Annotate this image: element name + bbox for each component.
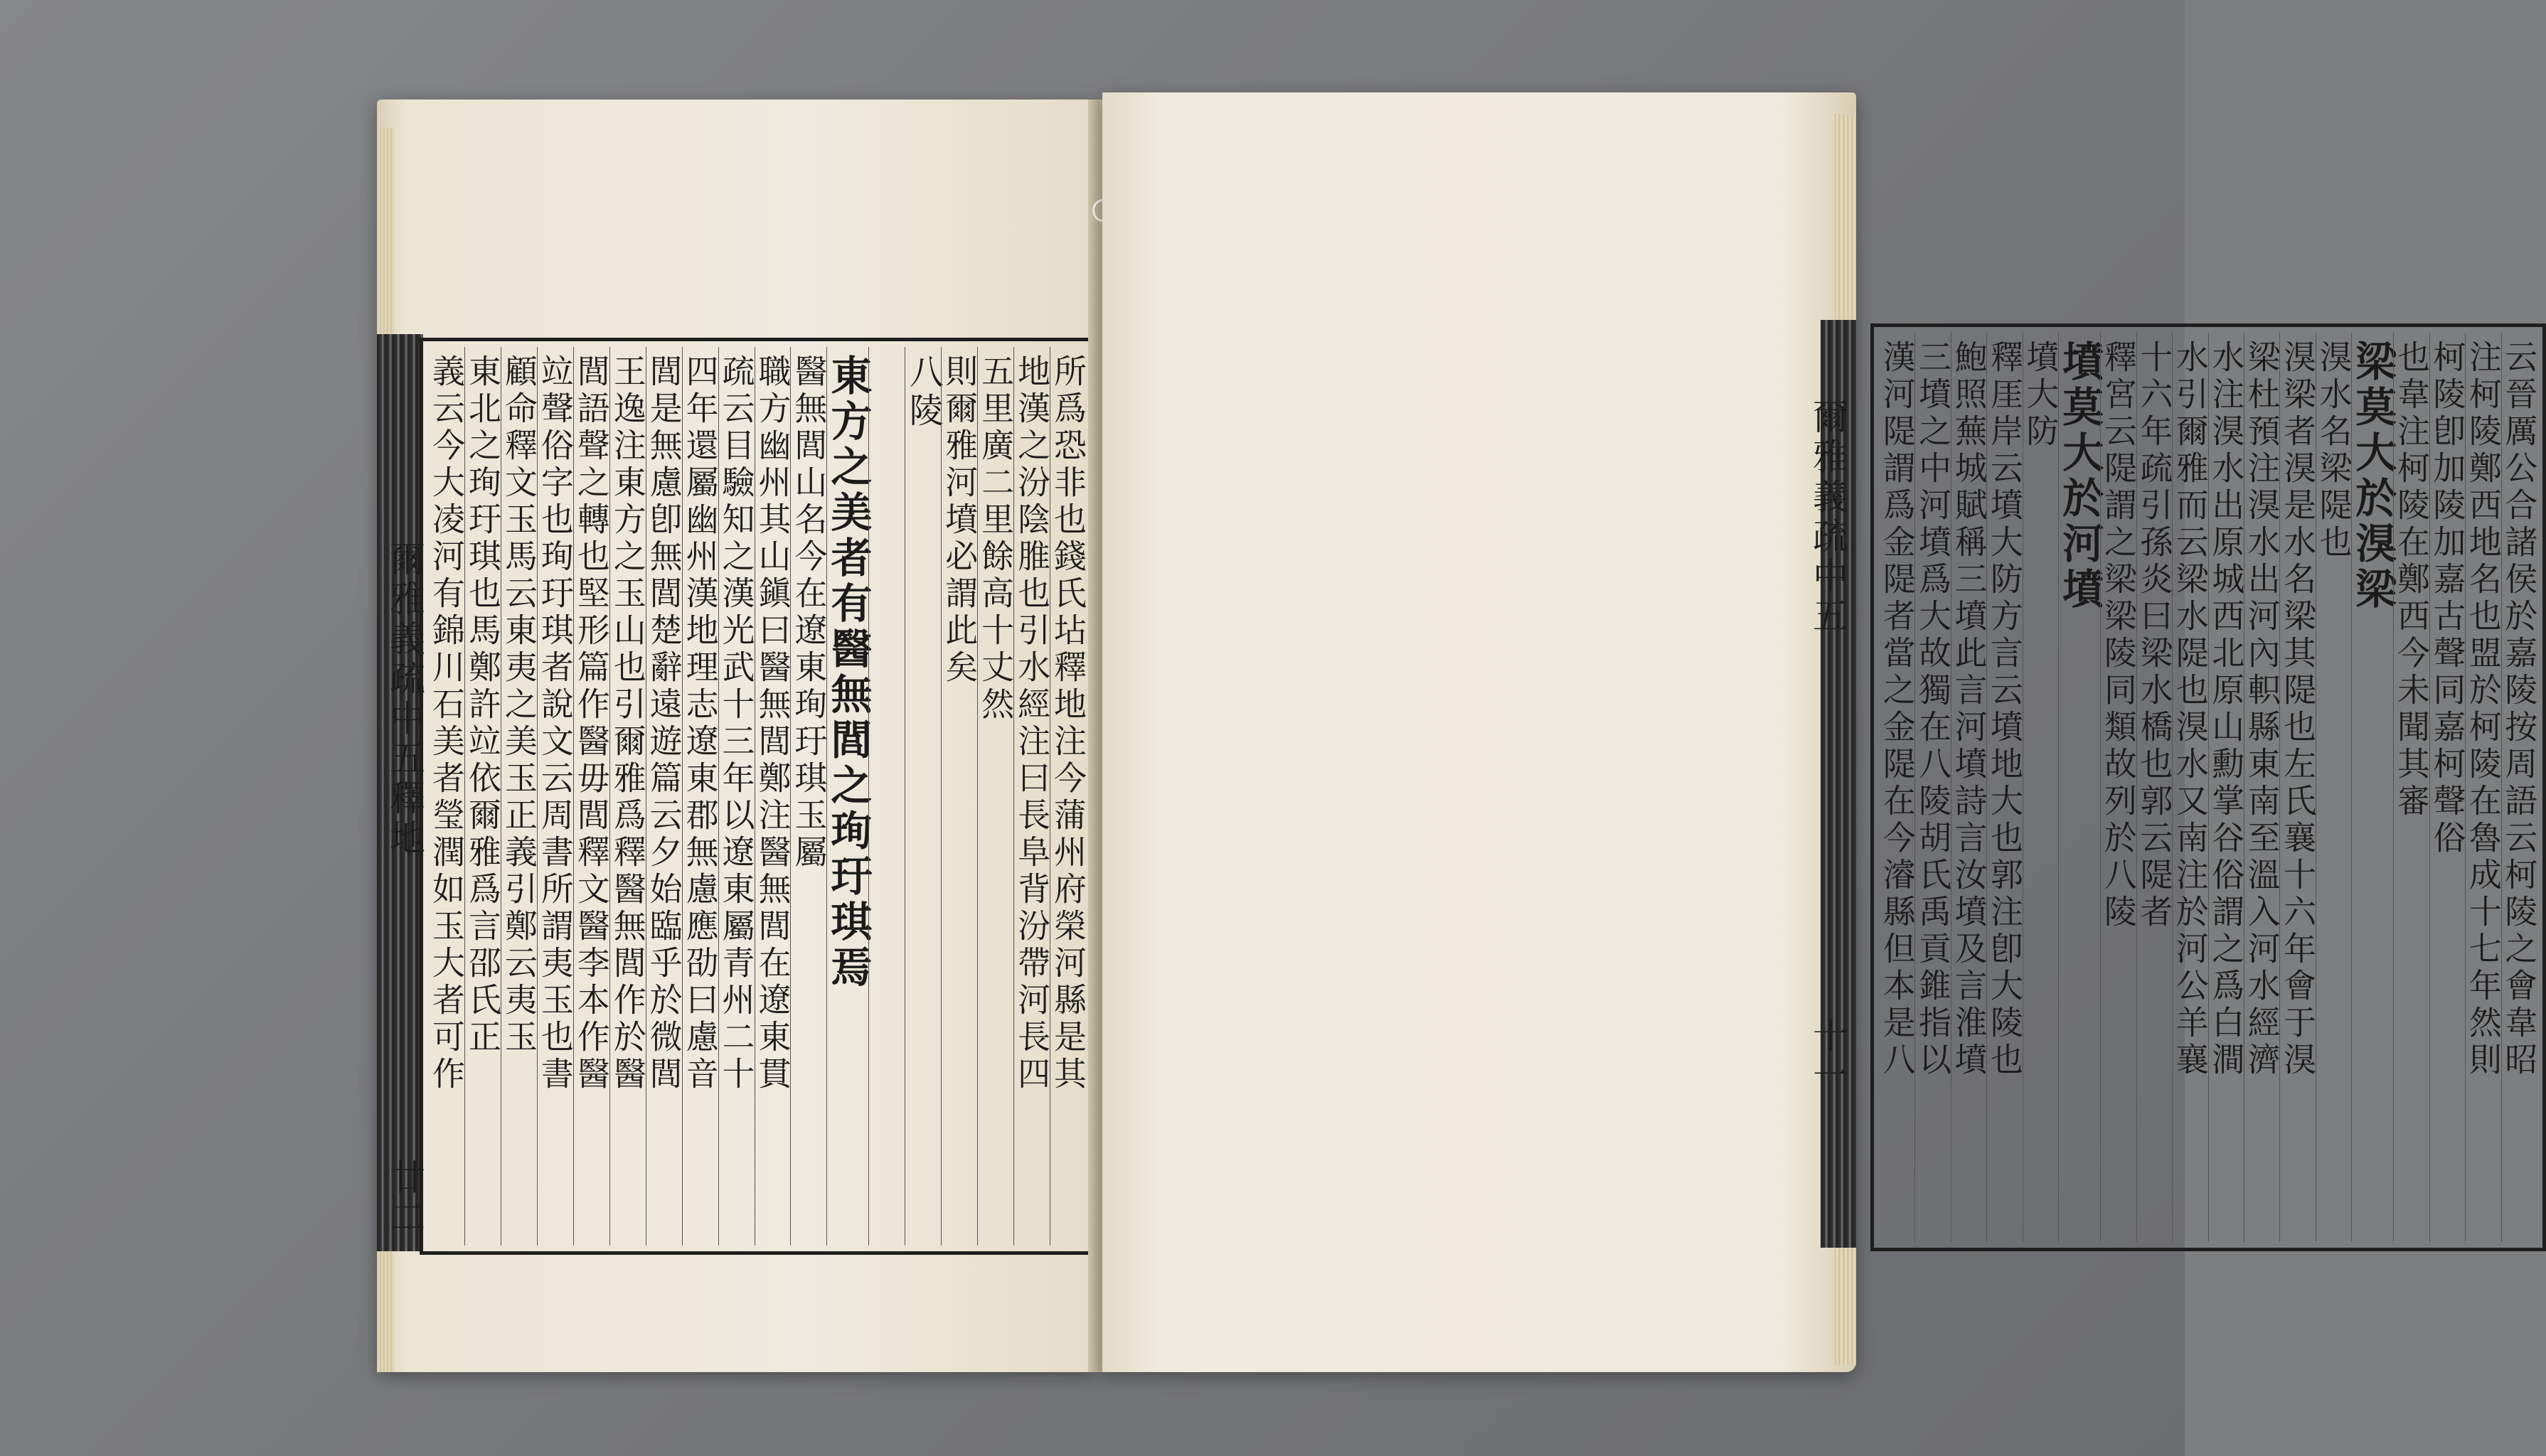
left-folio: 廿二 <box>384 1159 425 1238</box>
left-text-column <box>976 347 1016 1246</box>
right-text-column <box>2136 333 2172 1242</box>
column-text: 閭是無慮卽無閭楚辭遠遊篇云夕始臨乎於微閭 <box>644 354 683 1093</box>
column-text: 墳大防 <box>2021 340 2060 451</box>
column-text: 水引爾雅而云梁水隄也湨水又南注於河公羊襄 <box>2171 340 2210 1079</box>
left-text-column <box>537 347 573 1246</box>
column-text: 王逸注東方之玉山也引爾雅爲釋醫無閭作於醫 <box>608 354 647 1093</box>
column-text: 鮑照蕪城賦稱三墳此言河墳詩言汝墳及言淮墳 <box>1949 340 1988 1079</box>
column-text: 湨梁者湨是水名梁其隄也左氏襄十六年會于湨 <box>2279 340 2318 1079</box>
left-text-column <box>1013 347 1050 1246</box>
column-text: 注柯陵鄭西地名也盟於柯陵在魯成十七年然則 <box>2464 340 2503 1079</box>
column-text: 墳莫大於河墳 <box>2055 340 2104 613</box>
right-text-column <box>2171 333 2210 1242</box>
column-text: 所爲恐非也錢氏坫釋地注今蒲州府榮河縣是其 <box>1049 354 1088 1093</box>
column-text: 釋宮云隄謂之梁梁陵同類故列於八陵 <box>2099 340 2138 931</box>
left-text-column <box>755 347 791 1246</box>
column-text: 水注湨水出原城西北原山勳掌谷俗謂之爲白澗 <box>2207 340 2246 1079</box>
right-text-column <box>2464 333 2503 1242</box>
column-text: 云晉厲公合諸侯於嘉陵按周語云柯陵之會韋昭 <box>2500 340 2539 1079</box>
right-folio: 十一 <box>1807 1017 1848 1096</box>
right-text-column <box>2244 333 2279 1242</box>
left-text-column <box>903 347 944 1246</box>
left-text-column <box>464 347 501 1246</box>
column-text: 醫無閭山名今在遼東珣玗琪玉屬 <box>789 354 829 872</box>
right-text-frame <box>1870 323 2546 1251</box>
left-text-column <box>868 347 905 1246</box>
column-text: 梁杜預注湨水出河內軹縣東南至溫入河水經濟 <box>2242 340 2281 1079</box>
left-text-frame <box>420 338 1095 1255</box>
column-text: 東北之珣玗琪也馬鄭許竝依爾雅爲言邵氏正 <box>463 354 502 1056</box>
right-text-column <box>2279 333 2318 1242</box>
column-text: 八陵 <box>903 354 944 431</box>
left-text-column <box>646 347 682 1246</box>
open-book <box>370 85 2539 1386</box>
right-text-column <box>1951 333 1986 1242</box>
left-text-column <box>941 347 977 1246</box>
right-text-column <box>2023 333 2058 1242</box>
column-text: 漢河隄謂爲金隄者當之金隄在今濬縣但本是八 <box>1877 340 1917 1079</box>
column-text: 疏云目驗知之漢光武十三年以遼東屬青州二十 <box>717 354 756 1093</box>
column-text: 則爾雅河墳必謂此矣 <box>940 354 979 687</box>
column-text: 釋厓岸云墳大防方言云墳地大也郭注卽大陵也 <box>1986 340 2025 1079</box>
column-text: 十六年疏引孫炎曰梁水橋也郭云隄者 <box>2135 340 2174 931</box>
left-text-column <box>789 347 829 1246</box>
left-text-column <box>427 347 467 1246</box>
right-text-column <box>1914 333 1953 1242</box>
right-text-column <box>2100 333 2136 1242</box>
column-text: 義云今大凌河有錦川石美者瑩潤如玉大者可作 <box>427 354 467 1093</box>
right-margin-title: 爾雅義疏中五 <box>1807 398 1848 637</box>
right-text-column <box>2393 333 2429 1242</box>
left-columns <box>429 347 1086 1246</box>
left-text-column <box>501 347 537 1246</box>
right-page <box>1102 92 2539 1372</box>
column-text: 三墳之中河墳爲大故獨在八陵胡氏禹貢錐指以 <box>1914 340 1953 1079</box>
column-text: 湨水名梁隄也 <box>2314 340 2353 562</box>
right-text-column <box>2429 333 2465 1242</box>
column-text: 四年還屬幽州漢地理志遼東郡無慮應劭曰慮音 <box>681 354 720 1093</box>
column-text: 地漢之汾陰脽也引水經注曰長阜背汾帶河長四 <box>1013 354 1052 1093</box>
right-text-column <box>2348 333 2397 1242</box>
left-text-column <box>824 347 873 1246</box>
right-text-column <box>2501 333 2537 1242</box>
left-text-column <box>1050 347 1086 1246</box>
left-text-column <box>682 347 718 1246</box>
left-margin-title: 爾雅義疏中五釋地 <box>384 540 425 859</box>
right-text-column <box>2316 333 2351 1242</box>
right-margin-title-box <box>1803 398 1853 637</box>
column-text: 柯陵卽加陵加嘉古聲同嘉柯聲俗 <box>2428 340 2467 857</box>
column-text: 五里廣二里餘高十丈然 <box>976 354 1016 724</box>
column-text: 東方之美者有醫無閭之珣玗琪焉 <box>824 354 873 991</box>
column-text: 竝聲俗字也珣玗琪者說文云周書所謂夷玉也書 <box>536 354 575 1093</box>
right-text-column <box>1877 333 1917 1242</box>
column-text: 閭語聲之轉也堅形篇作醫毋閭釋文醫李本作醫 <box>572 354 611 1093</box>
right-text-column <box>1986 333 2025 1242</box>
column-text: 也韋注柯陵在鄭西今未聞其審 <box>2392 340 2431 820</box>
right-text-column <box>2208 333 2244 1242</box>
column-text: 顧命釋文玉馬云東夷之美玉正義引鄭云夷玉 <box>499 354 538 1056</box>
column-text: 職方幽州其山鎭曰醫無閭鄭注醫無閭在遼東貫 <box>753 354 792 1093</box>
right-text-column <box>2055 333 2104 1242</box>
column-text: 梁莫大於湨梁 <box>2348 340 2397 613</box>
left-text-column <box>573 347 609 1246</box>
left-text-column <box>718 347 755 1246</box>
left-page <box>377 100 1095 1372</box>
left-text-column <box>609 347 646 1246</box>
right-folio-box <box>1803 1017 1853 1096</box>
right-columns <box>1877 333 2539 1242</box>
